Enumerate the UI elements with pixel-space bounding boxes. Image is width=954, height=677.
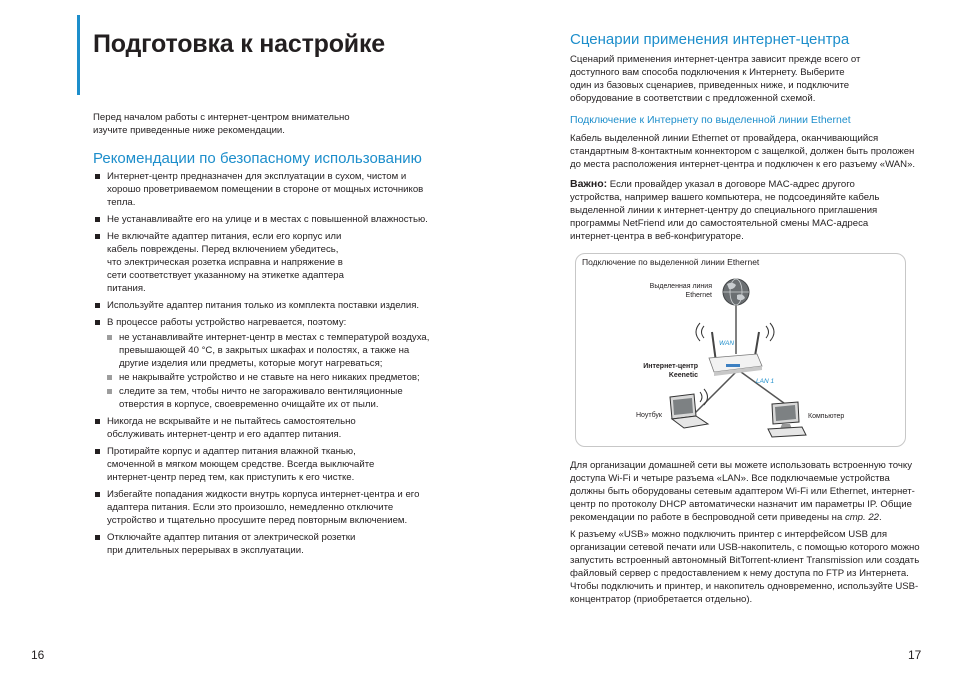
home-network-paragraph: Для организации домашней сети вы можете использовать встроенную точку доступа Wi-Fi и четыре разъема «LAN». Все подключаемые устройства должны быть оборудованы сетевым адаптером Wi-Fi или Ethernet, интернет-центр по протоколу DHCP автоматически назначит им параметры IP. Общие рекомендации по работе в беспроводной сети приведены на стр. 22. bbox=[570, 460, 915, 523]
list-item: Отключайте адаптер питания от электрической розетки при длительных перерывах в эксплуатации. bbox=[95, 531, 430, 557]
laptop-icon bbox=[670, 394, 708, 428]
internet-globe-icon bbox=[723, 279, 749, 305]
usb-paragraph: К разъему «USB» можно подключить принтер с интерфейсом USB для организации сетевой печати или USB-накопитель, с помощью которого можно запустить встроенный автономный BitTorrent-клиент Transmission или создать файловый сервер с предоставлением к нему доступа по FTP из Интернета. Чтобы подключить и принтер, и накопитель одновременно, используйте USB-концентратор (приобретается отдельно). bbox=[570, 529, 920, 605]
bullet-square-icon bbox=[95, 320, 100, 325]
important-note bbox=[570, 178, 890, 243]
list-item: Не устанавливайте его на улице и в местах с повышенной влажностью. bbox=[95, 213, 430, 226]
important-label: Важно: bbox=[570, 178, 608, 190]
lan-port-label: LAN 1 bbox=[756, 378, 775, 385]
bullet-square-icon bbox=[95, 174, 100, 179]
left-intro: Перед началом работы с интернет-центром внимательно изучите приведенные ниже рекомендации. bbox=[93, 112, 350, 136]
page-reference: стр. 22 bbox=[844, 512, 880, 523]
wifi-signal-icon bbox=[696, 323, 774, 341]
bullet-square-icon bbox=[95, 303, 100, 308]
router-label: Интернет-центр Keenetic bbox=[643, 363, 698, 379]
scenarios-heading: Сценарии применения интернет-центра bbox=[570, 31, 850, 48]
page-number-right: 17 bbox=[908, 648, 922, 662]
sub-list-item: не устанавливайте интернет-центр в местах с температурой воздуха, превышающей 40 °С, в закрытых шкафах и полостях, а также на другие изделия или предметы, которые могут нагреваться; bbox=[107, 331, 430, 370]
sub-list-item: следите за тем, чтобы ничто не загораживало вентиляционные отверстия в корпусе, своевременно очищайте их от пыли. bbox=[107, 385, 430, 411]
scenarios-intro: Сценарий применения интернет-центра зависит прежде всего от доступного вам способа подключения к Интернету. Выберите один из базовых сценариев, приведенных ниже, и подключите оборудование в соответствии с предложенной схемой. bbox=[570, 54, 861, 104]
page-title: Подготовка к настройке bbox=[93, 30, 385, 58]
sub-list bbox=[107, 331, 430, 411]
bullet-square-icon bbox=[95, 535, 100, 540]
ethernet-subheading: Подключение к Интернету по выделенной линии Ethernet bbox=[570, 114, 851, 126]
ethernet-paragraph: Кабель выделенной линии Ethernet от провайдера, оканчивающийся стандартным 8-контактным коннектором с защелкой, должен быть проложен до места расположения интернет-центра и подключен к его разъему «WAN». bbox=[570, 133, 916, 170]
important-text: Если провайдер указал в договоре MAC-адрес другого устройства, например вашего компьютера, не подсоединяйте кабель выделенной линии к интернет-центру до специального приглашения программы NetFriend или до самостоятельной смены MAC-адреса интернет-центра в веб-конфигураторе. bbox=[570, 179, 880, 242]
list-item: Не включайте адаптер питания, если его корпус или кабель повреждены. Перед включением убедитесь, что электрическая розетка исправна и напряжение в сети соответствует указанному на этикетке адаптера питания. bbox=[95, 230, 430, 295]
list-item: Избегайте попадания жидкости внутрь корпуса интернет-центра и его адаптера питания. Если это произошло, немедленно отключите устройство и тщательно просушите перед повторным включением. bbox=[95, 488, 430, 527]
sub-bullet-icon bbox=[107, 335, 112, 340]
sub-bullet-icon bbox=[107, 389, 112, 394]
bullet-square-icon bbox=[95, 419, 100, 424]
diagram-graphics bbox=[576, 254, 905, 446]
list-item: Интернет-центр предназначен для эксплуатации в сухом, чистом и хорошо проветриваемом помещении в стороне от мощных источников тепла. bbox=[95, 170, 430, 209]
dedicated-line-label: Выделенная линия Ethernet bbox=[649, 283, 712, 299]
connection-diagram bbox=[575, 253, 906, 447]
wan-port-label: WAN bbox=[719, 340, 735, 347]
sub-list-item: не накрывайте устройство и не ставьте на него никаких предметов; bbox=[107, 371, 430, 384]
list-item: Никогда не вскрывайте и не пытайтесь самостоятельно обслуживать интернет-центр и его адаптер питания. bbox=[95, 415, 430, 441]
sub-bullet-icon bbox=[107, 375, 112, 380]
safety-list bbox=[95, 170, 430, 561]
list-item: В процессе работы устройство нагревается, поэтому: не устанавливайте интернет-центр в местах с температурой воздуха, превышающей 40 °С, в закрытых шкафах и полостях, а также на другие изделия или предметы, которые могут нагреваться; не накрывайте устройство и не ставьте на него никаких предметов; следите за тем, чтобы ничто не загораживало вентиляционные отверстия в корпусе, своевременно очищайте их от пыли. bbox=[95, 316, 430, 411]
bullet-square-icon bbox=[95, 217, 100, 222]
computer-label: Компьютер bbox=[808, 413, 845, 420]
safety-heading: Рекомендации по безопасному использованию bbox=[93, 150, 422, 167]
bullet-square-icon bbox=[95, 234, 100, 239]
list-item: Протирайте корпус и адаптер питания влажной тканью, смоченной в мягком моющем средстве. Всегда выключайте интернет-центр перед тем, как приступить к его чистке. bbox=[95, 445, 430, 484]
diagram-caption: Подключение по выделенной линии Ethernet bbox=[582, 257, 760, 267]
bullet-square-icon bbox=[95, 449, 100, 454]
title-accent-bar bbox=[77, 15, 80, 95]
page-number-left: 16 bbox=[31, 648, 45, 662]
computer-icon bbox=[768, 402, 806, 437]
laptop-label: Ноутбук bbox=[636, 412, 662, 419]
list-item: Используйте адаптер питания только из комплекта поставки изделия. bbox=[95, 299, 430, 312]
bullet-square-icon bbox=[95, 492, 100, 497]
